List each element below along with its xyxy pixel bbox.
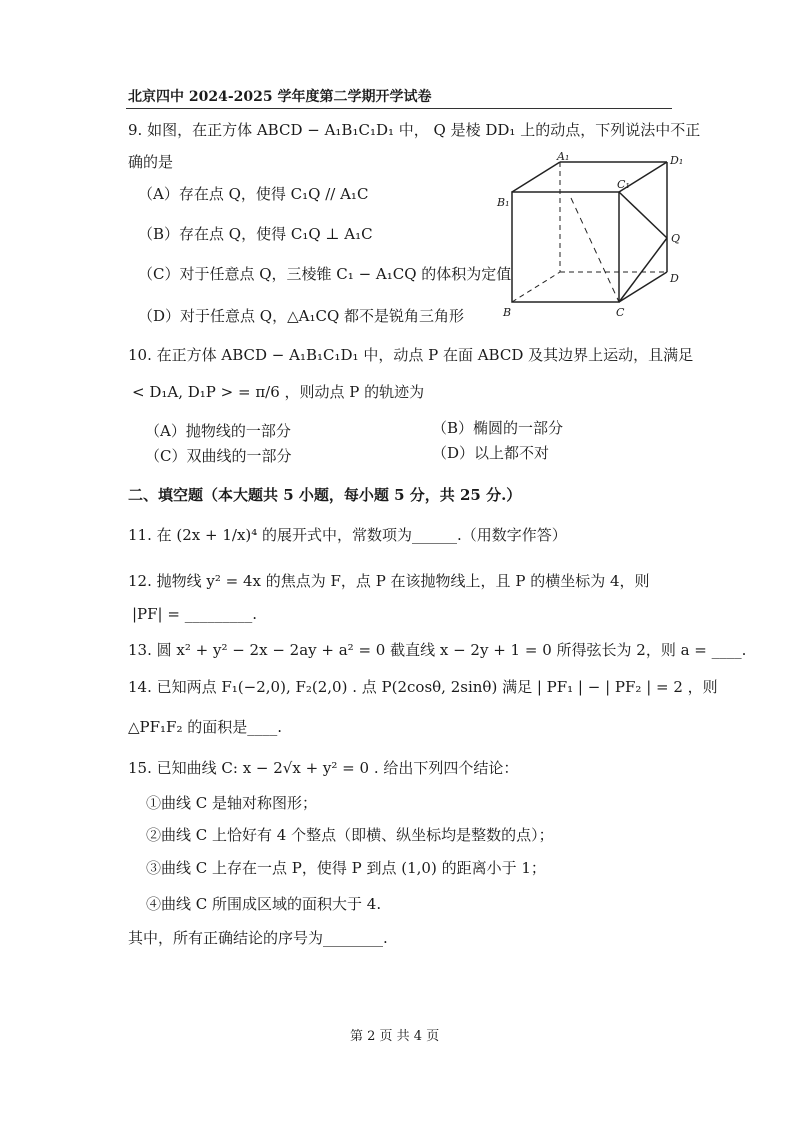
q9-option-c: （C）对于任意点 Q，三棱锥 C₁ − A₁CQ 的体积为定值 — [138, 265, 512, 283]
section-title-fill-in: 二、填空题（本大题共 5 小题，每小题 5 分，共 25 分.） — [128, 486, 522, 504]
label-d: D — [670, 272, 679, 285]
q13-text: 13. 圆 x² + y² − 2x − 2ay + a² = 0 截直线 x − 2y + 1 = 0 所得弦长为 2，则 a = ____. — [128, 641, 747, 659]
q15-conclusion-1: ①曲线 C 是轴对称图形； — [146, 794, 318, 812]
q10-option-d: （D）以上都不对 — [432, 444, 550, 462]
header-divider — [126, 108, 672, 109]
q15-stem: 15. 已知曲线 C: x − 2√x + y² = 0 . 给出下列四个结论： — [128, 759, 519, 777]
q14-line2: △PF₁F₂ 的面积是____. — [128, 718, 283, 736]
q15-conclusion-3: ③曲线 C 上存在一点 P，使得 P 到点 (1,0) 的距离小于 1； — [146, 859, 546, 877]
q12-line2: |PF| = _________. — [132, 605, 257, 623]
label-c: C — [616, 306, 625, 319]
label-q: Q — [671, 232, 681, 245]
page-footer: 第 2 页 共 4 页 — [350, 1029, 440, 1044]
q9-option-d: （D）对于任意点 Q，△A₁CQ 都不是锐角三角形 — [138, 307, 465, 325]
label-c1: C₁ — [617, 178, 630, 191]
exam-header: 北京四中 2024-2025 学年度第二学期开学试卷 — [128, 89, 432, 105]
q15-answer-line: 其中，所有正确结论的序号为________. — [128, 929, 388, 947]
q10-stem-line2: < D₁A, D₁P > = π/6 ，则动点 P 的轨迹为 — [132, 383, 425, 401]
q9-option-a: （A）存在点 Q，使得 C₁Q // A₁C — [138, 185, 369, 203]
q15-conclusion-4: ④曲线 C 所围成区域的面积大于 4. — [146, 895, 382, 913]
q11-text: 11. 在 (2x + 1/x)⁴ 的展开式中，常数项为______.（用数字作答） — [128, 526, 567, 544]
q10-option-c: （C）双曲线的一部分 — [145, 447, 292, 465]
q14-line1: 14. 已知两点 F₁(−2,0), F₂(2,0) . 点 P(2cosθ, 2sinθ) 满足 | PF₁ | − | PF₂ | = 2 ，则 — [128, 678, 718, 696]
q9-option-b: （B）存在点 Q，使得 C₁Q ⊥ A₁C — [138, 225, 373, 243]
label-d1: D₁ — [670, 154, 684, 167]
q9-stem-line2: 确的是 — [128, 153, 174, 171]
label-b1: B₁ — [497, 196, 510, 209]
cube-figure — [495, 150, 695, 325]
q10-option-b: （B）椭圆的一部分 — [432, 419, 564, 437]
q15-conclusion-2: ②曲线 C 上恰好有 4 个整点（即横、纵坐标均是整数的点）； — [146, 826, 554, 844]
q10-option-a: （A）抛物线的一部分 — [145, 422, 291, 440]
label-b: B — [503, 306, 512, 319]
q9-stem-line1: 9. 如图，在正方体 ABCD − A₁B₁C₁D₁ 中， Q 是棱 DD₁ 上的动点，下列说法中不正 — [128, 121, 701, 139]
q12-line1: 12. 抛物线 y² = 4x 的焦点为 F，点 P 在该抛物线上，且 P 的横坐标为 4，则 — [128, 572, 650, 590]
q10-stem-line1: 10. 在正方体 ABCD − A₁B₁C₁D₁ 中，动点 P 在面 ABCD 及其边界上运动，且满足 — [128, 346, 694, 364]
label-a1: A₁ — [557, 150, 570, 163]
